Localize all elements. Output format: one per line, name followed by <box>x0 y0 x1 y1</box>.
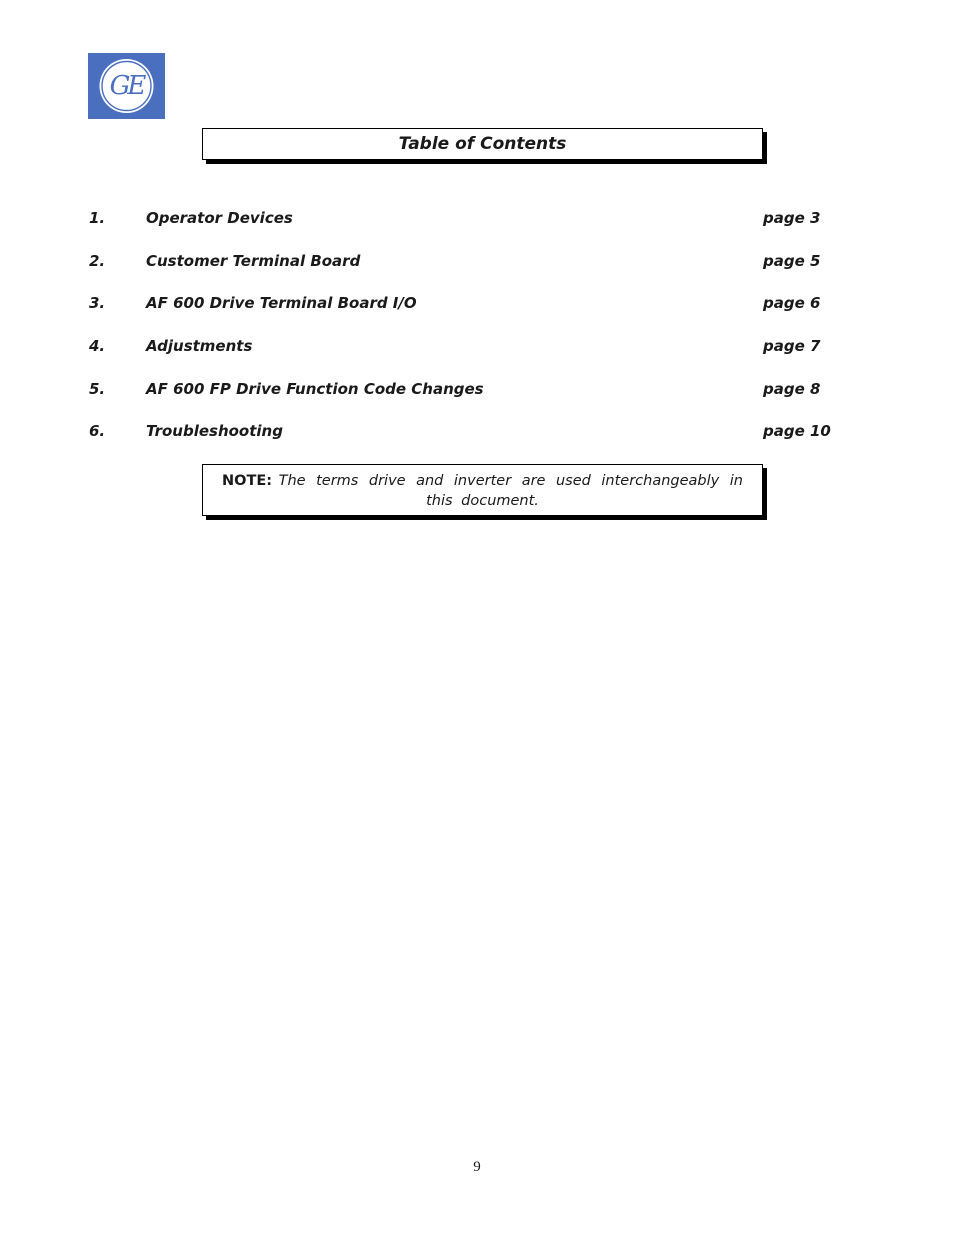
toc-entry[interactable] <box>89 209 849 233</box>
toc-number: 5. <box>89 380 106 398</box>
note-label: NOTE: <box>222 473 273 489</box>
logo-text: GE <box>109 71 144 101</box>
note-box <box>202 464 763 516</box>
toc-page: page 8 <box>763 380 821 398</box>
toc-label: Troubleshooting <box>146 422 283 440</box>
toc-page: page 3 <box>763 209 821 227</box>
toc-page: page 5 <box>763 252 821 270</box>
toc-label: Operator Devices <box>146 209 293 227</box>
toc-page: page 10 <box>763 422 831 440</box>
toc-number: 4. <box>89 337 106 355</box>
toc-number: 3. <box>89 294 106 312</box>
toc-number: 6. <box>89 422 106 440</box>
toc-entry[interactable] <box>89 380 849 404</box>
toc-entry[interactable] <box>89 294 849 318</box>
ge-logo <box>88 53 165 119</box>
page-title: Table of Contents <box>398 134 567 154</box>
toc-page: page 6 <box>763 294 821 312</box>
toc-label: Adjustments <box>146 337 253 355</box>
toc-number: 2. <box>89 252 106 270</box>
toc-label: AF 600 Drive Terminal Board I/O <box>146 294 417 312</box>
toc-entry[interactable] <box>89 252 849 276</box>
toc-number: 1. <box>89 209 106 227</box>
toc-label: Customer Terminal Board <box>146 252 361 270</box>
toc-label: AF 600 FP Drive Function Code Changes <box>146 380 484 398</box>
toc-page: page 7 <box>763 337 821 355</box>
note-text: The terms drive and inverter are used interchangeably in this document. <box>278 473 743 509</box>
toc-entry[interactable] <box>89 337 849 361</box>
page-number: 9 <box>473 1159 481 1175</box>
toc-entry[interactable] <box>89 422 849 446</box>
toc-title-box <box>202 128 763 160</box>
